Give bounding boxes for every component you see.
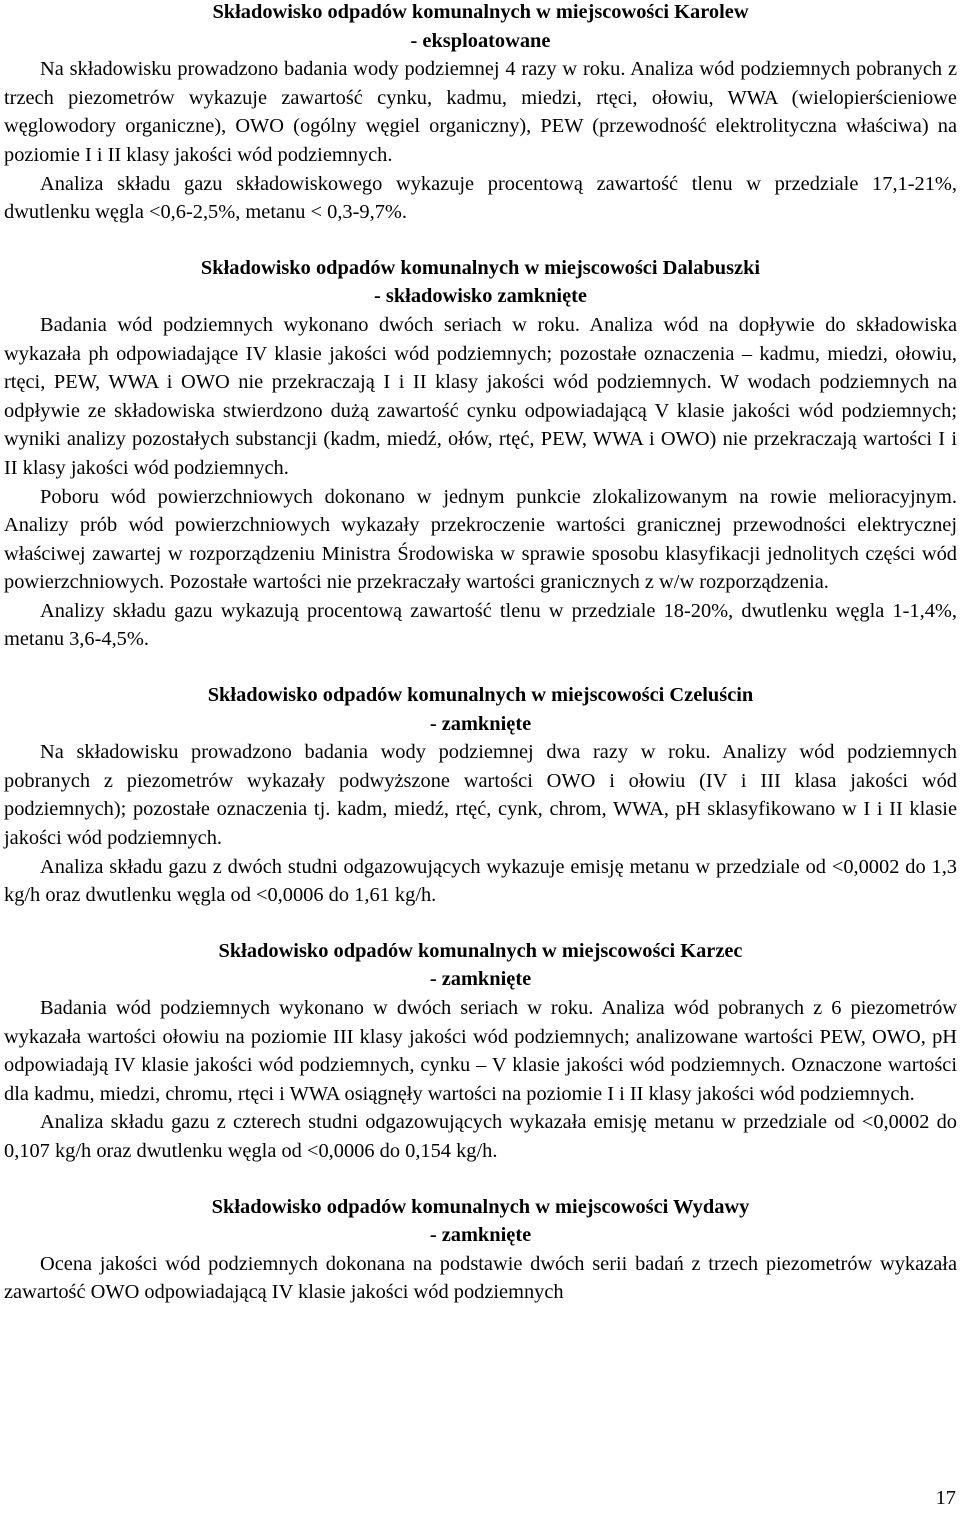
paragraph: Analiza składu gazu składowiskowego wykazuje procentową zawartość tlenu w przedziale 17,1-21%, dwutlenku węgla <0,6-2,5%, metanu < 0,3-9,7%. <box>4 172 957 224</box>
section-dalabuszki <box>4 254 957 654</box>
paragraph: Badania wód podziemnych wykonano dwóch seriach w roku. Analiza wód na dopływie do składowiska wykazała ph odpowiadające IV klasie jakości wód podziemnych; pozostałe oznaczenia – kadmu, miedzi, ołowiu, rtęci, PEW, WWA i OWO nie przekraczają I i II klasy jakości wód podziemnych. W wodach podziemnych na odpływie ze składowiska stwierdzono dużą zawartość cynku odpowiadającą V klasie jakości wód podziemnych; wyniki analizy pozostałych substancji (kadm, miedź, ołów, rtęć, PEW, WWA i OWO) nie przekraczają wartości I i II klasy jakości wód podziemnych. <box>4 313 957 479</box>
paragraph: Poboru wód powierzchniowych dokonano w jednym punkcie zlokalizowanym na rowie melioracyjnym. Analizy prób wód powierzchniowych wykazały przekroczenie wartości granicznej przewodności elektrycznej właściwej zawartej w rozporządzeniu Ministra Środowiska w sprawie sposobu klasyfikacji jednolitych części wód powierzchniowych. Pozostałe wartości nie przekraczały wartości granicznych z w/w rozporządzenia. <box>4 485 957 594</box>
section-title-line2: - zamknięte <box>429 1224 532 1247</box>
section-karolew <box>4 0 957 227</box>
paragraph: Badania wód podziemnych wykonano w dwóch seriach w roku. Analiza wód pobranych z 6 piezometrów wykazała wartości ołowiu na poziomie III klasy jakości wód podziemnych; analizowane wartości PEW, OWO, pH odpowiadają IV klasie jakości wód podziemnych, cynku – V klasie jakości wód podziemnych. Oznaczone wartości dla kadmu, miedzi, chromu, rtęci i WWA osiągnęły wartości na poziomie I i II klasy jakości wód podziemnych. <box>4 997 957 1105</box>
section-title <box>4 1193 957 1250</box>
section-karzec <box>4 937 957 1166</box>
section-title <box>4 254 957 311</box>
section-title-line2: - eksploatowane <box>410 29 551 52</box>
page-number: 17 <box>935 1487 956 1509</box>
section-title <box>4 0 957 55</box>
document-page <box>4 0 957 1307</box>
paragraph: Analiza składu gazu z dwóch studni odgazowujących wykazuje emisję metanu w przedziale od <0,0002 do 1,3 kg/h oraz dwutlenku węgla od <0,0006 do 1,61 kg/h. <box>4 855 957 907</box>
section-title-line1: Składowisko odpadów komunalnych w miejscowości Wydawy <box>211 1195 750 1218</box>
section-title-line1: Składowisko odpadów komunalnych w miejscowości Czeluścin <box>207 684 754 707</box>
section-wydawy <box>4 1193 957 1307</box>
section-czeluscin <box>4 681 957 910</box>
section-title-line1: Składowisko odpadów komunalnych w miejscowości Karolew <box>212 1 749 23</box>
paragraph: Analizy składu gazu wykazują procentową zawartość tlenu w przedziale 18-20%, dwutlenku węgla 1-1,4%, metanu 3,6-4,5%. <box>4 599 957 651</box>
section-title-line2: - zamknięte <box>429 712 532 735</box>
section-title-line2: - zamknięte <box>429 968 532 991</box>
paragraph: Ocena jakości wód podziemnych dokonana na podstawie dwóch serii badań z trzech piezometrów wykazała zawartość OWO odpowiadającą IV klasie jakości wód podziemnych <box>4 1252 957 1304</box>
paragraph: Na składowisku prowadzono badania wody podziemnej dwa razy w roku. Analizy wód podziemnych pobranych z piezometrów wykazały podwyższone wartości OWO i ołowiu (IV i III klasa jakości wód podziemnych); pozostałe oznaczenia tj. kadm, miedź, rtęć, cynk, chrom, WWA, pH sklasyfikowano w I i II klasie jakości wód podziemnych. <box>4 741 957 850</box>
section-title <box>4 681 957 738</box>
paragraph: Na składowisku prowadzono badania wody podziemnej 4 razy w roku. Analiza wód podziemnych pobranych z trzech piezometrów wykazuje zawartość cynku, kadmu, miedzi, rtęci, ołowiu, WWA (wielopierścieniowe węglowodory organiczne), OWO (ogólny węgiel organiczny), PEW (przewodność elektrolityczna właściwa) na poziomie I i II klasy jakości wód podziemnych. <box>4 58 957 166</box>
section-title-line1: Składowisko odpadów komunalnych w miejscowości Dalabuszki <box>200 256 761 279</box>
paragraph: Analiza składu gazu z czterech studni odgazowujących wykazała emisję metanu w przedziale od <0,0002 do 0,107 kg/h oraz dwutlenku węgla od <0,0006 do 0,154 kg/h. <box>4 1111 957 1162</box>
section-title-line1: Składowisko odpadów komunalnych w miejscowości Karzec <box>218 939 743 962</box>
section-title <box>4 937 957 994</box>
section-title-line2: - składowisko zamknięte <box>374 285 587 308</box>
